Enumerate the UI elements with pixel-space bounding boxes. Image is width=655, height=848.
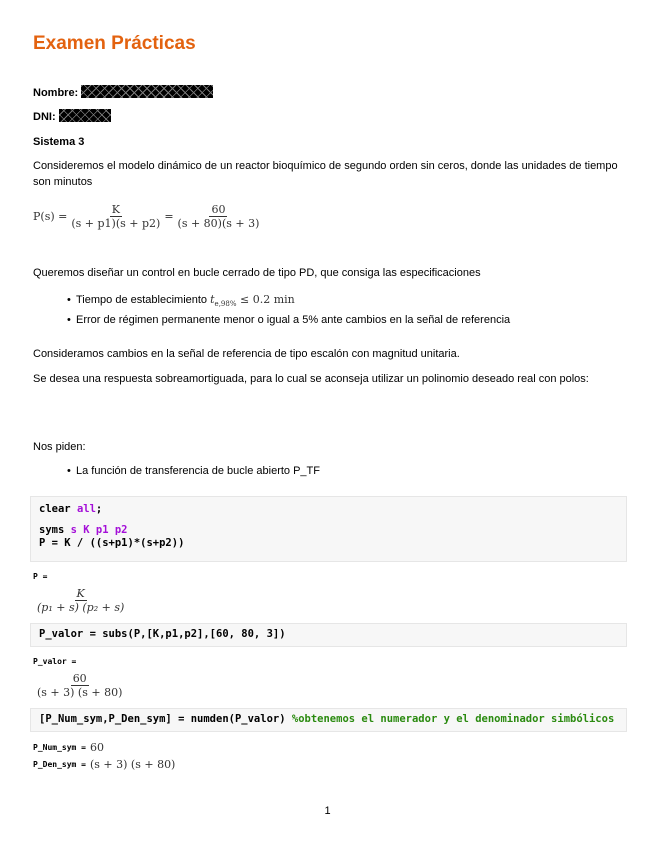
task-list (76, 463, 320, 479)
code1-line2 (39, 524, 618, 537)
page-title: Examen Prácticas (33, 33, 196, 54)
eq-lhs: P(s) = (33, 210, 68, 223)
code1-line3: P = K / ((s+p1)*(s+p2)) (39, 537, 185, 549)
output-1-den: (p₁ + s) (p₂ + s) (37, 601, 125, 614)
output-2-num: 60 (72, 672, 87, 685)
design-paragraph: Queremos diseñar un control en bucle cerrado de tipo PD, que consiga las especificaciones (33, 267, 481, 279)
nos-piden-paragraph: Nos piden: (33, 441, 86, 453)
output-1-num: K (76, 587, 85, 600)
code1-semicolon: ; (95, 503, 103, 515)
spec-item-steady-state-error: • Error de régimen permanente menor o igual a 5% ante cambios en la señal de referencia (76, 312, 510, 328)
spec1-math (210, 293, 295, 309)
code1-clear: clear (39, 503, 77, 515)
step-paragraph: Consideramos cambios en la señal de referencia de tipo escalón con magnitud unitaria. (33, 348, 460, 360)
code1-syms: syms (39, 524, 71, 536)
eq-equals: = (164, 210, 174, 223)
output-1-label: P = (33, 572, 48, 581)
eq-fraction-1 (69, 203, 162, 230)
output-3-den-row (33, 758, 175, 771)
dni-row (33, 109, 111, 125)
code1-syms-args: s K p1 p2 (70, 524, 128, 536)
nombre-label: Nombre: (33, 87, 79, 99)
code1-all: all (76, 503, 96, 515)
eq-den-2: (s + 80)(s + 3) (177, 217, 260, 230)
spec-item-settling-time (76, 292, 510, 312)
spec1-cond: ≤ 0.2 min (239, 293, 295, 306)
spec1-var: t (210, 293, 215, 306)
code-block-2[interactable] (30, 623, 627, 647)
code-block-1[interactable] (30, 496, 627, 562)
overdamped-paragraph: Se desea una respuesta sobreamortiguada, para lo cual se aconseja utilizar un polinomio deseado real con polos: (33, 373, 589, 385)
eq-num-2: 60 (211, 203, 226, 216)
sistema-heading: Sistema 3 (33, 136, 85, 148)
code1-line1 (39, 503, 618, 516)
spec1-text: Tiempo de establecimiento (76, 294, 208, 306)
output-3-num-row (33, 741, 104, 754)
transfer-function-equation (33, 203, 263, 230)
code3-main: [P_Num_sym,P_Den_sym] = numden(P_valor) (39, 713, 292, 725)
code2-line: P_valor = subs(P,[K,p1,p2],[60, 80, 3]) (39, 628, 286, 640)
dni-label: DNI: (33, 111, 56, 123)
page-number: 1 (324, 805, 331, 817)
output-3-num-value: 60 (89, 741, 104, 754)
output-2-fraction (35, 672, 124, 699)
code-block-3[interactable] (30, 708, 627, 732)
eq-fraction-2 (176, 203, 262, 230)
output-2-label: P_valor = (33, 657, 77, 666)
eq-den-1: (s + p1)(s + p2) (71, 217, 161, 230)
code3-comment: %obtenemos el numerador y el denominador simbólicos (291, 713, 615, 725)
eq-num-1: K (111, 203, 120, 216)
spec-list (76, 292, 510, 328)
output-1-fraction (35, 587, 126, 614)
output-3-num-label: P_Num_sym = (33, 743, 86, 752)
output-1-value (33, 587, 128, 614)
output-3-den-label: P_Den_sym = (33, 760, 86, 769)
task-item-open-loop-tf: • La función de transferencia de bucle abierto P_TF (76, 463, 320, 479)
redacted-dni (59, 109, 111, 122)
output-2-value (33, 672, 126, 699)
nombre-row (33, 85, 213, 101)
redacted-name (81, 85, 213, 98)
output-2-den: (s + 3) (s + 80) (37, 686, 123, 699)
intro-paragraph: Consideremos el modelo dinámico de un reactor bioquímico de segundo orden sin ceros, donde las unidades de tiempo son minutos (33, 160, 618, 188)
spec1-sub: e,98% (214, 300, 237, 309)
output-3-den-value: (s + 3) (s + 80) (89, 758, 176, 771)
